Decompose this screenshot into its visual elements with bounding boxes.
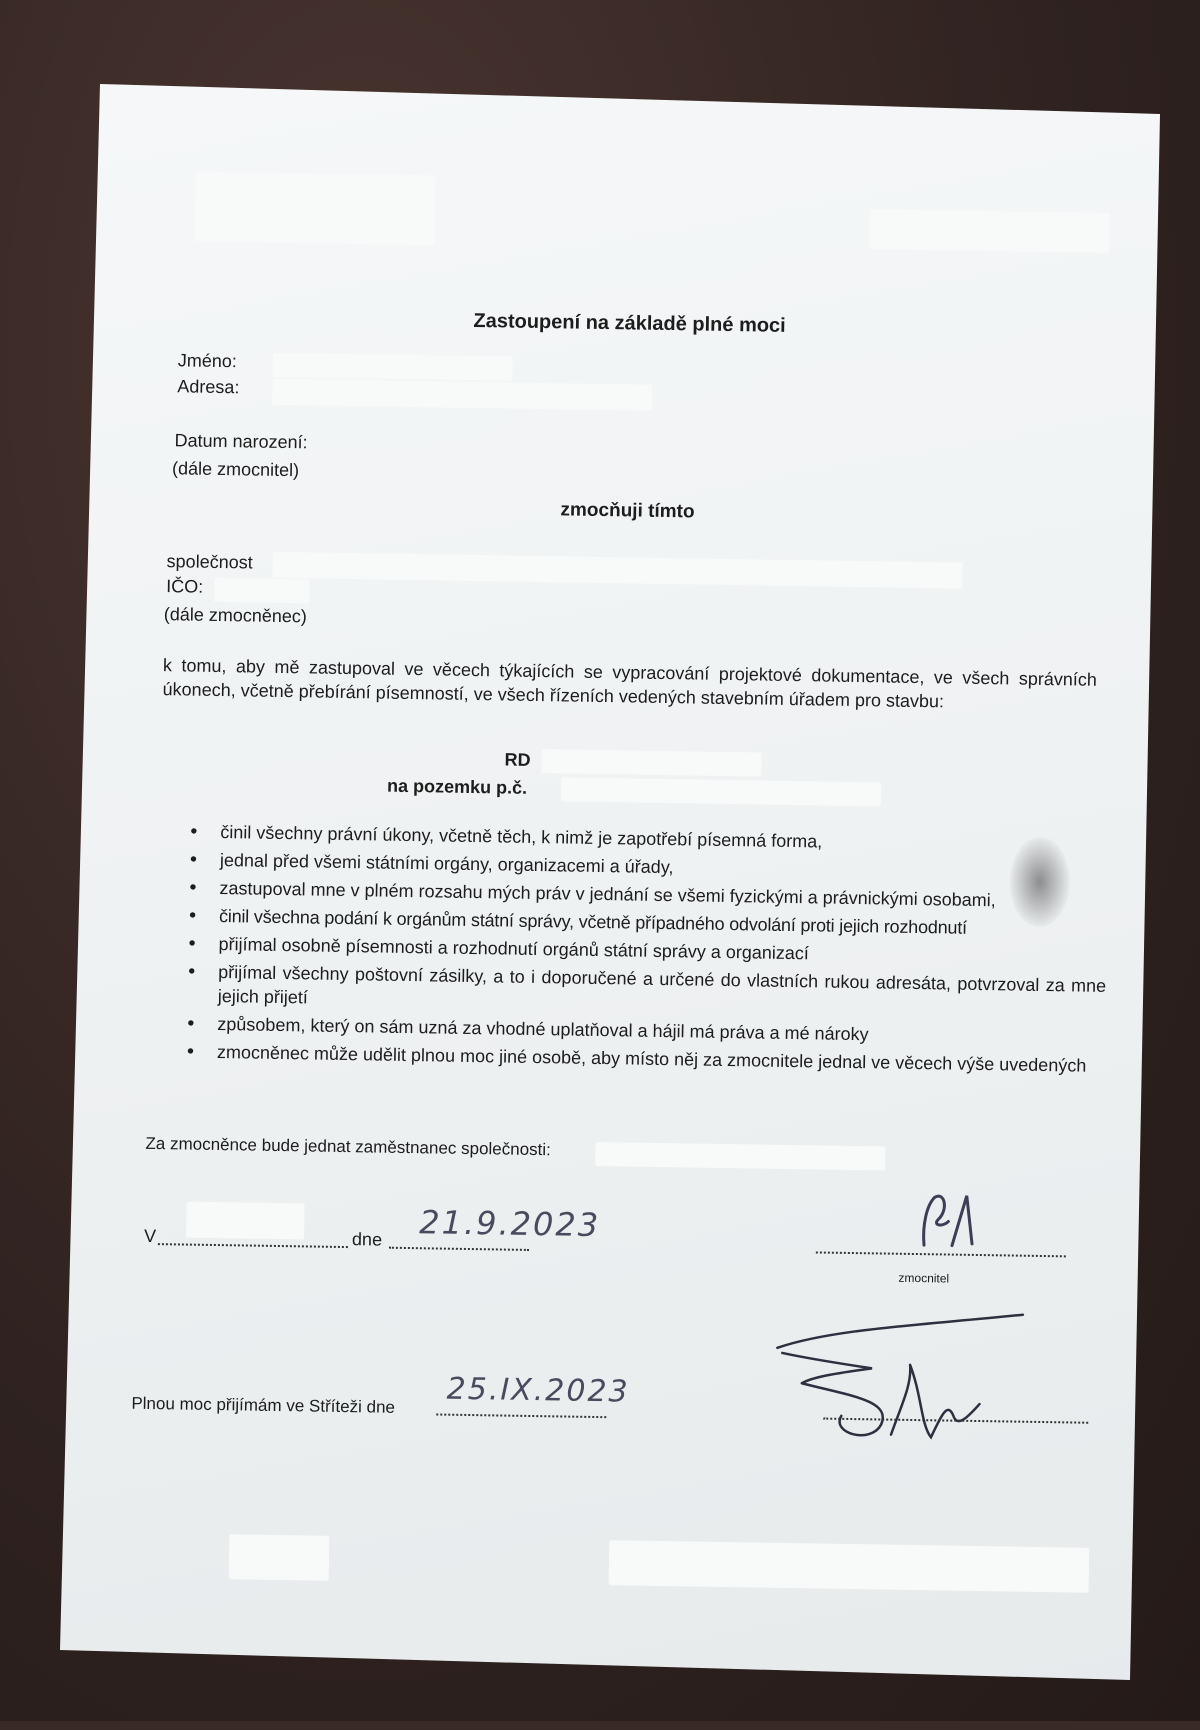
powers-list-item: • činil všechna podání k orgánům státní správy, včetně případného odvolání proti jejich rozhodnutí: [189, 904, 1107, 942]
ico-label: IČO:: [166, 576, 204, 597]
document-title: Zastoupení na základě plné moci: [473, 309, 786, 337]
place-dotted-line: [158, 1243, 348, 1248]
redaction-bottom-right: [609, 1540, 1090, 1593]
acceptance-handwritten-date: 25.IX.2023: [446, 1371, 630, 1410]
date-prefix: dne: [351, 1229, 383, 1250]
redaction-top-right: [870, 209, 1111, 253]
birth-date-label: Datum narození:: [174, 430, 308, 453]
date-dotted-line: [389, 1247, 529, 1251]
redaction-place: [186, 1202, 305, 1240]
redaction-employee: [595, 1142, 885, 1171]
principal-caption: zmocnitel: [898, 1270, 950, 1286]
powers-list-item: • přijímal všechny poštovní zásilky, a to i doporučené a určené do vlastních rukou adresáta, potvrzoval za mne jejich přijetí: [188, 960, 1107, 1022]
powers-list-item: • zastupoval mne v plném rozsahu mých práv v jednání se všemi fyzickými a právnickými osobami,: [189, 876, 1107, 914]
purpose-paragraph: k tomu, aby mě zastupoval ve věcech týkajících se vypracování projektové dokumentace, ve všech správních úkonech, včetně přebírání písemností, ve všech řízeních vedených stavebním úřadem pro stavbu:: [162, 655, 1098, 712]
principal-note: (dále zmocnitel): [171, 458, 300, 481]
powers-list: [187, 820, 1109, 1082]
redaction-building: [541, 749, 761, 776]
powers-list-item: • jednal před všemi státními orgány, organizacemi a úřady,: [190, 848, 1108, 886]
redaction-address: [272, 379, 652, 411]
redaction-top-left: [195, 172, 436, 246]
handwritten-date: 21.9.2023: [418, 1203, 601, 1245]
acceptance-date-line: [436, 1413, 606, 1418]
redaction-name: [273, 353, 513, 381]
redaction-ico: [214, 578, 309, 603]
redaction-parcel: [561, 777, 881, 806]
powers-list-item: • způsobem, který on sám uzná za vhodné uplatňoval a hájil má práva a mé nároky: [187, 1012, 1105, 1050]
powers-list-item: • zmocněnec může udělit plnou moc jiné osobě, aby místo něj za zmocnitele jednal ve věcech výše uvedených: [187, 1040, 1105, 1078]
redaction-bottom-left: [229, 1534, 330, 1581]
place-prefix: V: [143, 1225, 157, 1247]
address-label: Adresa:: [177, 376, 240, 398]
empower-heading: zmocňuji tímto: [560, 499, 695, 523]
acceptance-text: Plnou moc přijímám ve Stříteži dne: [131, 1393, 396, 1417]
agent-note: (dále zmocněnec): [163, 604, 308, 627]
powers-list-item: • přijímal osobně písemnosti a rozhodnutí orgánů státní správy a organizací: [188, 932, 1106, 970]
redaction-company: [272, 552, 962, 589]
agent-signature: [771, 1303, 1093, 1468]
principal-signature: [914, 1185, 1005, 1256]
powers-list-item: • činil všechny právní úkony, včetně těch, k nimž je zapotřebí písemná forma,: [190, 820, 1108, 858]
name-label: Jméno:: [177, 350, 237, 372]
employee-line: Za zmocněnce bude jednat zaměstnanec společnosti:: [145, 1133, 552, 1160]
building-rd-label: RD: [504, 749, 531, 770]
parcel-label: na pozemku p.č.: [386, 775, 528, 798]
company-label: společnost: [166, 551, 253, 573]
